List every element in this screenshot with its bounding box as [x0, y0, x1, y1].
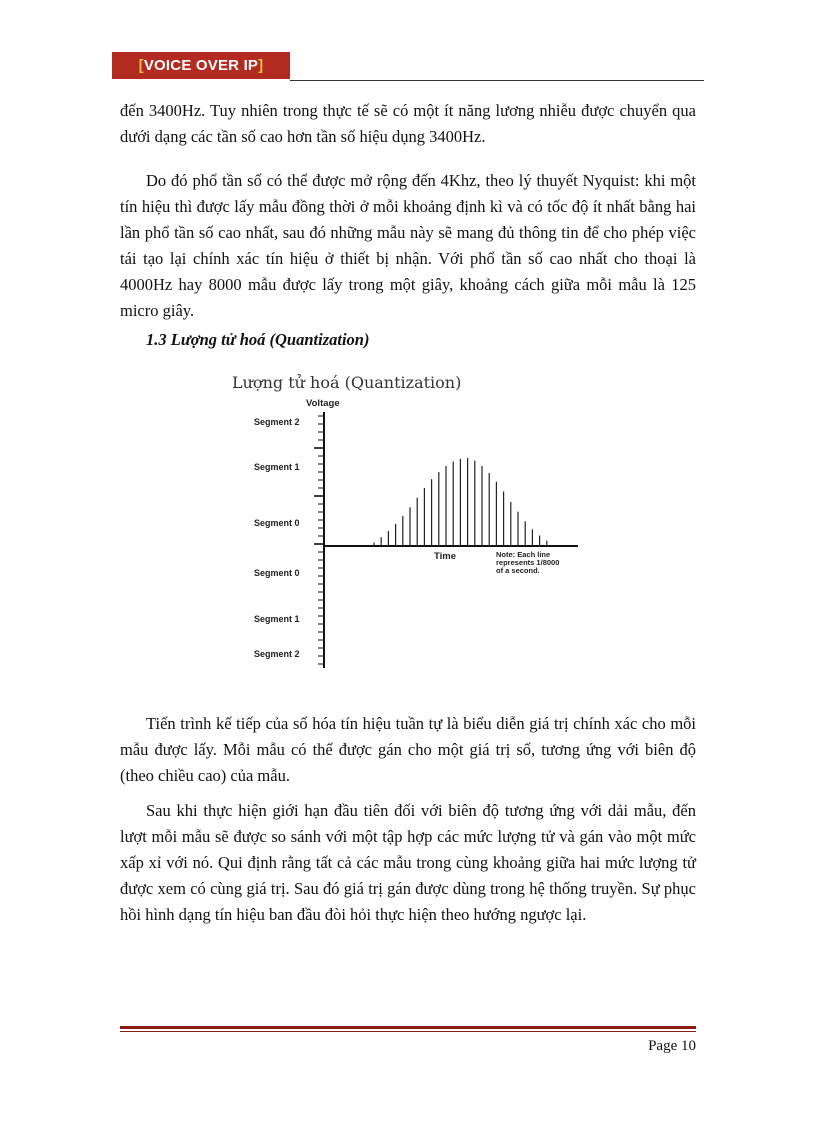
sample-lines: [374, 458, 547, 546]
segment-label-0: Segment 2: [254, 417, 300, 427]
note-line-1: Note: Each line: [496, 550, 551, 559]
segment-label-2: Segment 0: [254, 518, 300, 528]
segment-label-4: Segment 1: [254, 614, 300, 624]
quantization-figure: [226, 368, 596, 674]
footer-rule-thin: [120, 1031, 696, 1032]
paragraph-2: Do đó phổ tần số có thể được mở rộng đến 4Khz, theo lý thuyết Nyquist: khi một tín hiệu thì được lấy mẫu đồng thời ở mỗi khoảng định kì và có tốc độ ít nhất bằng hai lần phổ tần số cao nhất, sau đó những mẫu này sẽ mang đủ thông tin để cho phép việc tái tạo lại chính xác tín hiệu ở thiết bị nhận. Với phổ tần số cao nhất cho thoại là 4000Hz hay 8000 mẫu được lấy trong một giây, khoảng cách giữa mỗi mẫu là 125 micro giây.: [120, 171, 696, 320]
y-axis-label: Voltage: [306, 398, 340, 409]
page-number: Page 10: [648, 1038, 696, 1054]
paragraph-3: Tiến trình kế tiếp của số hóa tín hiệu tuần tự là biểu diễn giá trị chính xác cho mỗi mẫu được lấy. Mỗi mẫu có thể được gán cho một giá trị số, tương ứng với biên độ (theo chiều cao) của mẫu.: [120, 714, 696, 785]
header-title: [112, 52, 290, 79]
header-bracket-close: ]: [258, 57, 264, 74]
segment-label-5: Segment 2: [254, 649, 300, 659]
quantization-diagram: [226, 368, 596, 674]
segment-labels: [254, 417, 300, 659]
paragraph-4: Sau khi thực hiện giới hạn đầu tiên đối với biên độ tương ứng với dải mẫu, đến lượt mỗi mẫu sẽ được so sánh với một tập hợp các mức lượng tử và gán vào một mức xấp xỉ với nó. Qui định rằng tất cả các mẫu trong cùng khoảng giữa hai mức lượng tử được xem có cùng giá trị. Sau đó giá trị gán được dùng trong hệ thống truyền. Sự phục hồi hình dạng tín hiệu ban đầu đòi hỏi thực hiện theo hướng ngược lại.: [120, 801, 696, 924]
figure-title: Lượng tử hoá (Quantization): [232, 373, 462, 392]
paragraph-1: đến 3400Hz. Tuy nhiên trong thực tế sẽ có một ít năng lương nhiễu được chuyển qua dưới dạng các tần số cao hơn tần số hiệu dụng 3400Hz.: [120, 101, 696, 146]
header-badge: [112, 52, 290, 79]
segment-label-1: Segment 1: [254, 462, 300, 472]
segment-label-3: Segment 0: [254, 568, 300, 578]
header-bracket-open: [: [138, 57, 144, 74]
header-title-text: VOICE OVER IP: [143, 57, 259, 74]
x-axis-label: Time: [434, 551, 457, 562]
section-heading: 1.3 Lượng tử hoá (Quantization): [146, 330, 370, 349]
note-line-2: represents 1/8000: [496, 558, 560, 567]
note-line-3: of a second.: [496, 566, 540, 575]
header-rule: [290, 80, 704, 81]
footer-rule-thick: [120, 1026, 696, 1029]
axis-ticks: [314, 416, 324, 664]
